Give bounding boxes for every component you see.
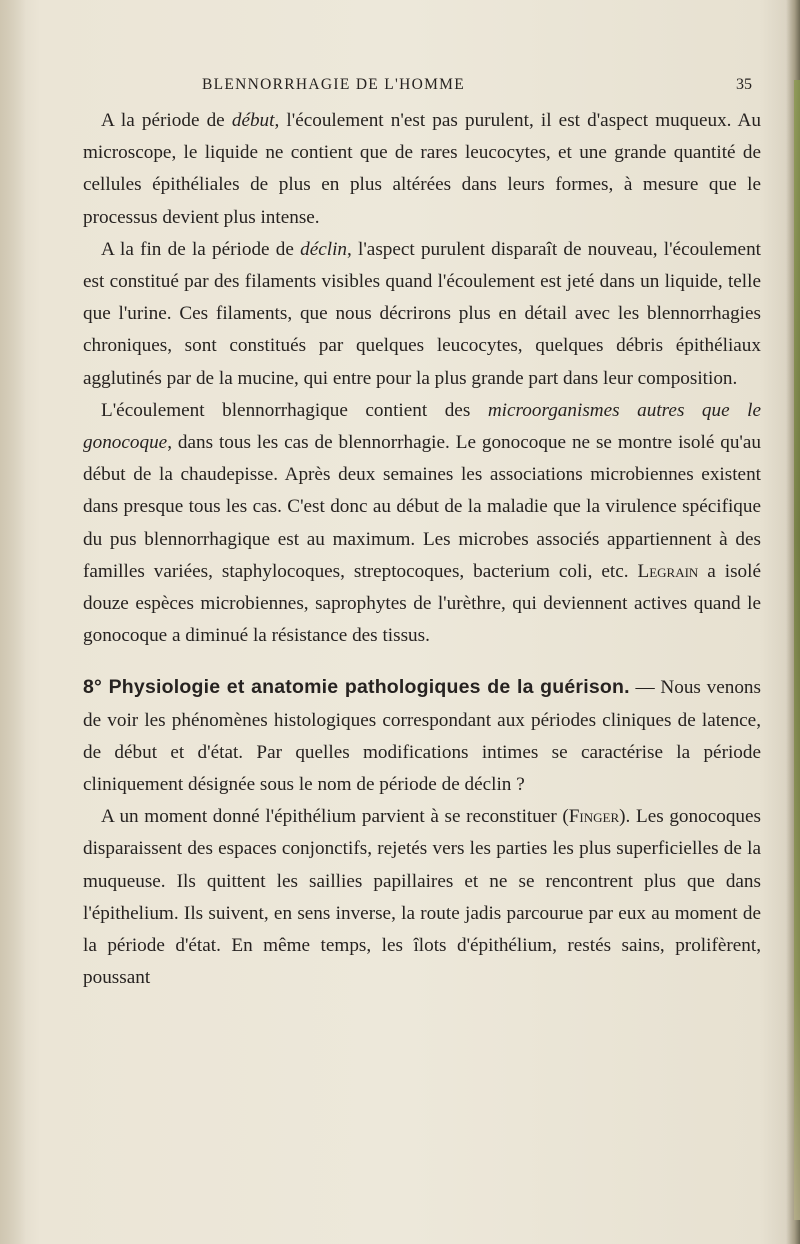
paragraph-text: ). Les gonocoques disparaissent des espaces conjonctifs, rejetés vers les parties les plus superficielles de la muqueuse. Ils quittent les saillies papillaires et ne se rencontrent plus que dans l'épithelium. Ils suivent, en sens inverse, la route jadis parcourue par eux au moment de la période d'état. En même temps, les îlots d'épithélium, restés sains, prolifèrent, poussant: [83, 806, 761, 989]
paragraph-text: , l'écoulement n'est pas purulent, il est d'aspect muqueux. Au microscope, le liquide ne contient que de rares leucocytes, et une grande quantité de cellules épithéliales de plus en plus altérées dans leurs formes, à mesure que le processus devient plus intense.: [83, 110, 761, 228]
paragraph-debut: [83, 105, 761, 234]
italic-term: début: [231, 110, 275, 131]
paragraph-text: a isolé douze espèces microbiennes, saprophytes de l'urèthre, qui deviennent actives quand le gonocoque a diminué la résistance des tissus.: [83, 560, 761, 647]
paragraph-reconstitution: [83, 801, 761, 994]
page-header: [120, 76, 760, 100]
paragraph-text: , l'aspect purulent disparaît de nouveau, l'écoulement est constitué par des filaments visibles quand l'écoulement est jeté dans un liquide, telle que l'urine. Ces filaments, que nous décrirons plus en détail avec les blennorrhagies chroniques, sont constitués par quelques leucocytes, quelques débris épithéliaux agglutinés par de la mucine, qui entre pour la plus grande part dans leur composition.: [83, 238, 761, 389]
author-name: Finger: [568, 806, 620, 828]
italic-term: déclin: [300, 238, 347, 260]
section-title: 8° Physiologie et anatomie pathologiques de la guérison.: [83, 676, 630, 699]
paragraph-microorganismes: [83, 395, 761, 653]
author-name: Legrain: [637, 560, 699, 582]
running-head: BLENNORRHAGIE DE L'HOMME: [202, 76, 466, 93]
paragraph-text: A la période de: [101, 110, 232, 131]
paragraph-section-8: [83, 671, 761, 801]
page-number: 35: [736, 76, 752, 93]
paragraph-text: A un moment donné l'épithélium parvient à se reconstituer (: [101, 806, 569, 828]
binding-edge: [794, 80, 800, 1220]
italic-term: microorganismes autres que le gonocoque: [83, 399, 761, 454]
paragraph-text: L'écoulement blennorrhagique contient des: [101, 399, 488, 421]
paragraph-text: A la fin de la période de: [101, 238, 301, 260]
paragraph-declin: [83, 234, 761, 395]
paragraph-text: — Nous venons de voir les phénomènes histologiques correspondant aux périodes cliniques de latence, de début et d'état. Par quelles modifications intimes se caractérise la période cliniquement désignée sous le nom de période de déclin ?: [83, 677, 761, 796]
paragraph-text: , dans tous les cas de blennorrhagie. Le gonocoque ne se montre isolé qu'au début de la chaudepisse. Après deux semaines les associations microbiennes existent dans presque tous les cas. C'est donc au début de la maladie que la virulence spécifique du pus blennorrhagique est au maximum. Les microbes associés appartiennent à des familles variées, staphylocoques, streptocoques, bacterium coli, etc.: [83, 432, 761, 582]
body-text: [83, 105, 761, 994]
page-shadow-left: [0, 0, 26, 1244]
